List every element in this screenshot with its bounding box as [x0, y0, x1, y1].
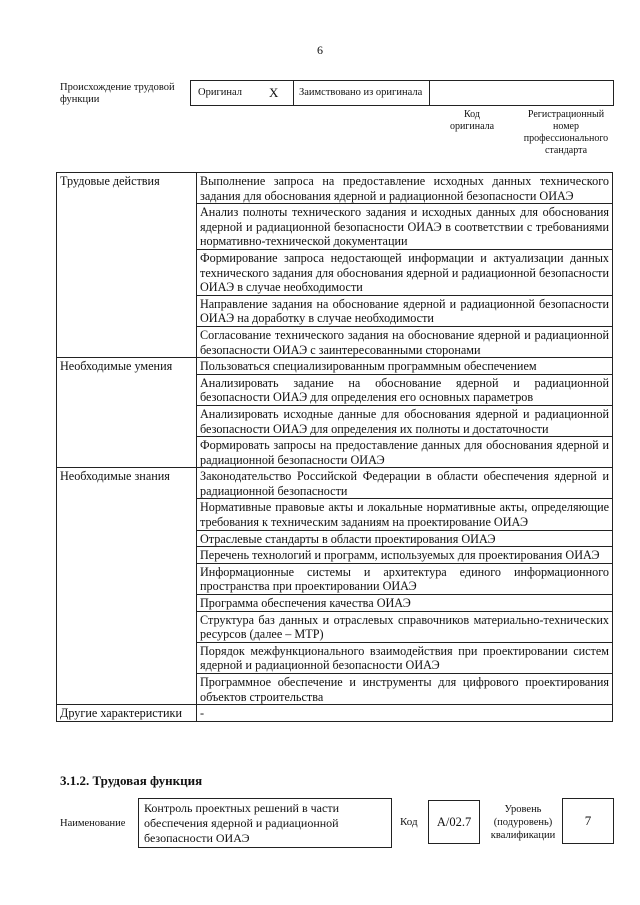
origin-divider — [429, 81, 430, 105]
skill-item: Анализировать исходные данные для обоснования ядерной и радиационной безопасности ОИАЭ для определения их полноты и достаточности — [197, 405, 613, 436]
origin-mark: X — [269, 85, 279, 100]
knowledge-item: Информационные системы и архитектура единого информационного пространства при проектировании ОИАЭ — [197, 563, 613, 594]
level-value: 7 — [584, 813, 592, 828]
skills-label: Необходимые умения — [57, 358, 197, 468]
knowledge-item: Перечень технологий и программ, используемых для проектирования ОИАЭ — [197, 547, 613, 564]
knowledge-item: Отраслевые стандарты в области проектирования ОИАЭ — [197, 530, 613, 547]
function-table — [56, 172, 613, 722]
action-item: Направление задания на обоснование ядерной и радиационной безопасности ОИАЭ на доработку в случае необходимости — [197, 295, 613, 326]
origin-borrowed: Заимствовано из оригинала — [299, 87, 423, 98]
other-value: - — [197, 705, 613, 722]
knowledge-item: Структура баз данных и отраслевых справочников материально-технических ресурсов (далее – МТР) — [197, 611, 613, 642]
skill-item: Формировать запросы на предоставление данных для обоснования ядерной и радиационной безопасности ОИАЭ — [197, 437, 613, 468]
origin-reg-label: Регистрационный номер профессионального стандарта — [523, 109, 609, 156]
action-item: Согласование технического задания на обоснование ядерной и радиационной безопасности ОИАЭ с заинтересованными сторонами — [197, 326, 613, 357]
origin-code-label: Код оригинала — [449, 109, 495, 132]
function-name: Контроль проектных решений в части обеспечения ядерной и радиационной безопасности ОИАЭ — [144, 801, 339, 845]
name-label: Наименование — [60, 818, 126, 829]
knowledge-item: Нормативные правовые акты и локальные нормативные акты, определяющие требования к техническим заданиям на проектирование ОИАЭ — [197, 499, 613, 530]
origin-label: Происхождение трудовой функции — [60, 82, 175, 105]
action-item: Анализ полноты технического задания и исходных данных для обоснования ядерной и радиационной безопасности ОИАЭ в соответствии с требованиями нормативно-технической документации — [197, 204, 613, 250]
code-value: A/02.7 — [436, 815, 472, 829]
origin-box — [190, 80, 614, 106]
function-name-box — [138, 798, 392, 848]
origin-divider — [293, 81, 294, 105]
code-box — [428, 800, 480, 844]
knowledge-item: Порядок межфункционального взаимодействия при проектировании систем ядерной и радиационной безопасности ОИАЭ — [197, 642, 613, 673]
section-heading: 3.1.2. Трудовая функция — [60, 773, 203, 788]
knowledge-label: Необходимые знания — [57, 468, 197, 705]
action-item: Формирование запроса недостающей информации и актуализации данных технического задания для обоснования ядерной и радиационной безопасности ОИАЭ в случае необходимости — [197, 249, 613, 295]
knowledge-item: Программное обеспечение и инструменты для цифрового проектирования объектов строительства — [197, 674, 613, 705]
code-label: Код — [400, 816, 418, 828]
knowledge-item: Законодательство Российской Федерации в области обеспечения ядерной и радиационной безопасности — [197, 468, 613, 499]
skill-item: Пользоваться специализированным программным обеспечением — [197, 358, 613, 375]
level-box — [562, 798, 614, 844]
skill-item: Анализировать задание на обоснование ядерной и радиационной безопасности ОИАЭ для определения его основных параметров — [197, 374, 613, 405]
origin-original: Оригинал — [198, 87, 242, 98]
page-number: 6 — [317, 43, 323, 57]
action-item: Выполнение запроса на предоставление исходных данных технического задания для обоснования ядерной и радиационной безопасности ОИАЭ — [197, 173, 613, 204]
level-label: Уровень (подуровень) квалификации — [490, 804, 556, 841]
knowledge-item: Программа обеспечения качества ОИАЭ — [197, 595, 613, 612]
other-label: Другие характеристики — [57, 705, 197, 722]
actions-label: Трудовые действия — [57, 173, 197, 358]
